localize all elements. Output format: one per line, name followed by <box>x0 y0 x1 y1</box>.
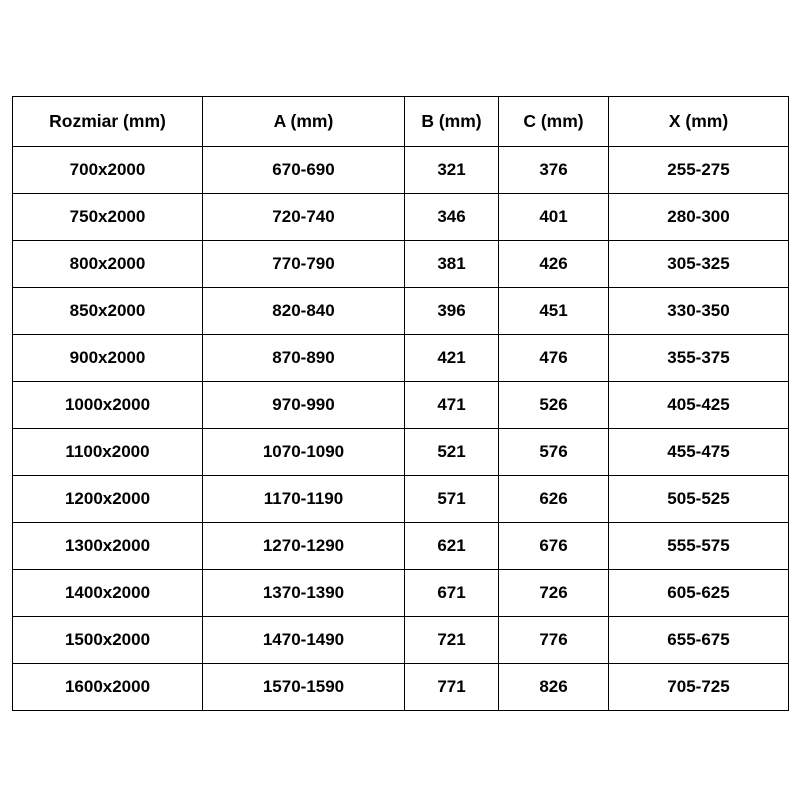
cell-x: 280-300 <box>609 194 789 241</box>
cell-x: 705-725 <box>609 664 789 711</box>
column-header-c: C (mm) <box>499 97 609 147</box>
cell-a: 970-990 <box>203 382 405 429</box>
cell-size: 1500x2000 <box>13 617 203 664</box>
cell-size: 1600x2000 <box>13 664 203 711</box>
cell-c: 376 <box>499 147 609 194</box>
table-row <box>13 241 789 288</box>
cell-b: 671 <box>405 570 499 617</box>
shower-door-dimensions-table <box>12 96 789 711</box>
cell-c: 426 <box>499 241 609 288</box>
table-row <box>13 570 789 617</box>
cell-a: 820-840 <box>203 288 405 335</box>
cell-c: 826 <box>499 664 609 711</box>
cell-b: 471 <box>405 382 499 429</box>
cell-x: 305-325 <box>609 241 789 288</box>
cell-a: 1470-1490 <box>203 617 405 664</box>
cell-b: 421 <box>405 335 499 382</box>
cell-size: 700x2000 <box>13 147 203 194</box>
table-row <box>13 382 789 429</box>
cell-c: 451 <box>499 288 609 335</box>
cell-size: 850x2000 <box>13 288 203 335</box>
cell-size: 900x2000 <box>13 335 203 382</box>
cell-a: 770-790 <box>203 241 405 288</box>
cell-b: 381 <box>405 241 499 288</box>
cell-c: 626 <box>499 476 609 523</box>
cell-c: 576 <box>499 429 609 476</box>
table-row <box>13 147 789 194</box>
cell-c: 476 <box>499 335 609 382</box>
cell-size: 750x2000 <box>13 194 203 241</box>
table-row <box>13 617 789 664</box>
cell-size: 1200x2000 <box>13 476 203 523</box>
cell-b: 521 <box>405 429 499 476</box>
cell-a: 1370-1390 <box>203 570 405 617</box>
cell-b: 346 <box>405 194 499 241</box>
cell-x: 555-575 <box>609 523 789 570</box>
table-row <box>13 288 789 335</box>
table-header-row <box>13 97 789 147</box>
column-header-x: X (mm) <box>609 97 789 147</box>
cell-x: 605-625 <box>609 570 789 617</box>
cell-a: 670-690 <box>203 147 405 194</box>
cell-x: 355-375 <box>609 335 789 382</box>
cell-b: 621 <box>405 523 499 570</box>
table-row <box>13 429 789 476</box>
table-row <box>13 523 789 570</box>
cell-b: 771 <box>405 664 499 711</box>
table-row <box>13 476 789 523</box>
table-container <box>12 96 788 711</box>
cell-size: 1300x2000 <box>13 523 203 570</box>
cell-b: 321 <box>405 147 499 194</box>
cell-x: 505-525 <box>609 476 789 523</box>
cell-size: 1400x2000 <box>13 570 203 617</box>
cell-x: 405-425 <box>609 382 789 429</box>
cell-c: 676 <box>499 523 609 570</box>
cell-a: 870-890 <box>203 335 405 382</box>
cell-a: 1570-1590 <box>203 664 405 711</box>
cell-size: 800x2000 <box>13 241 203 288</box>
cell-x: 455-475 <box>609 429 789 476</box>
cell-c: 776 <box>499 617 609 664</box>
cell-b: 721 <box>405 617 499 664</box>
cell-size: 1000x2000 <box>13 382 203 429</box>
cell-a: 1170-1190 <box>203 476 405 523</box>
cell-c: 726 <box>499 570 609 617</box>
cell-x: 655-675 <box>609 617 789 664</box>
cell-c: 526 <box>499 382 609 429</box>
column-header-a: A (mm) <box>203 97 405 147</box>
cell-b: 396 <box>405 288 499 335</box>
cell-a: 1070-1090 <box>203 429 405 476</box>
cell-x: 330-350 <box>609 288 789 335</box>
cell-a: 1270-1290 <box>203 523 405 570</box>
table-row <box>13 335 789 382</box>
table-row <box>13 664 789 711</box>
table-row <box>13 194 789 241</box>
cell-b: 571 <box>405 476 499 523</box>
column-header-b: B (mm) <box>405 97 499 147</box>
cell-x: 255-275 <box>609 147 789 194</box>
column-header-rozmiar: Rozmiar (mm) <box>13 97 203 147</box>
cell-size: 1100x2000 <box>13 429 203 476</box>
cell-c: 401 <box>499 194 609 241</box>
cell-a: 720-740 <box>203 194 405 241</box>
